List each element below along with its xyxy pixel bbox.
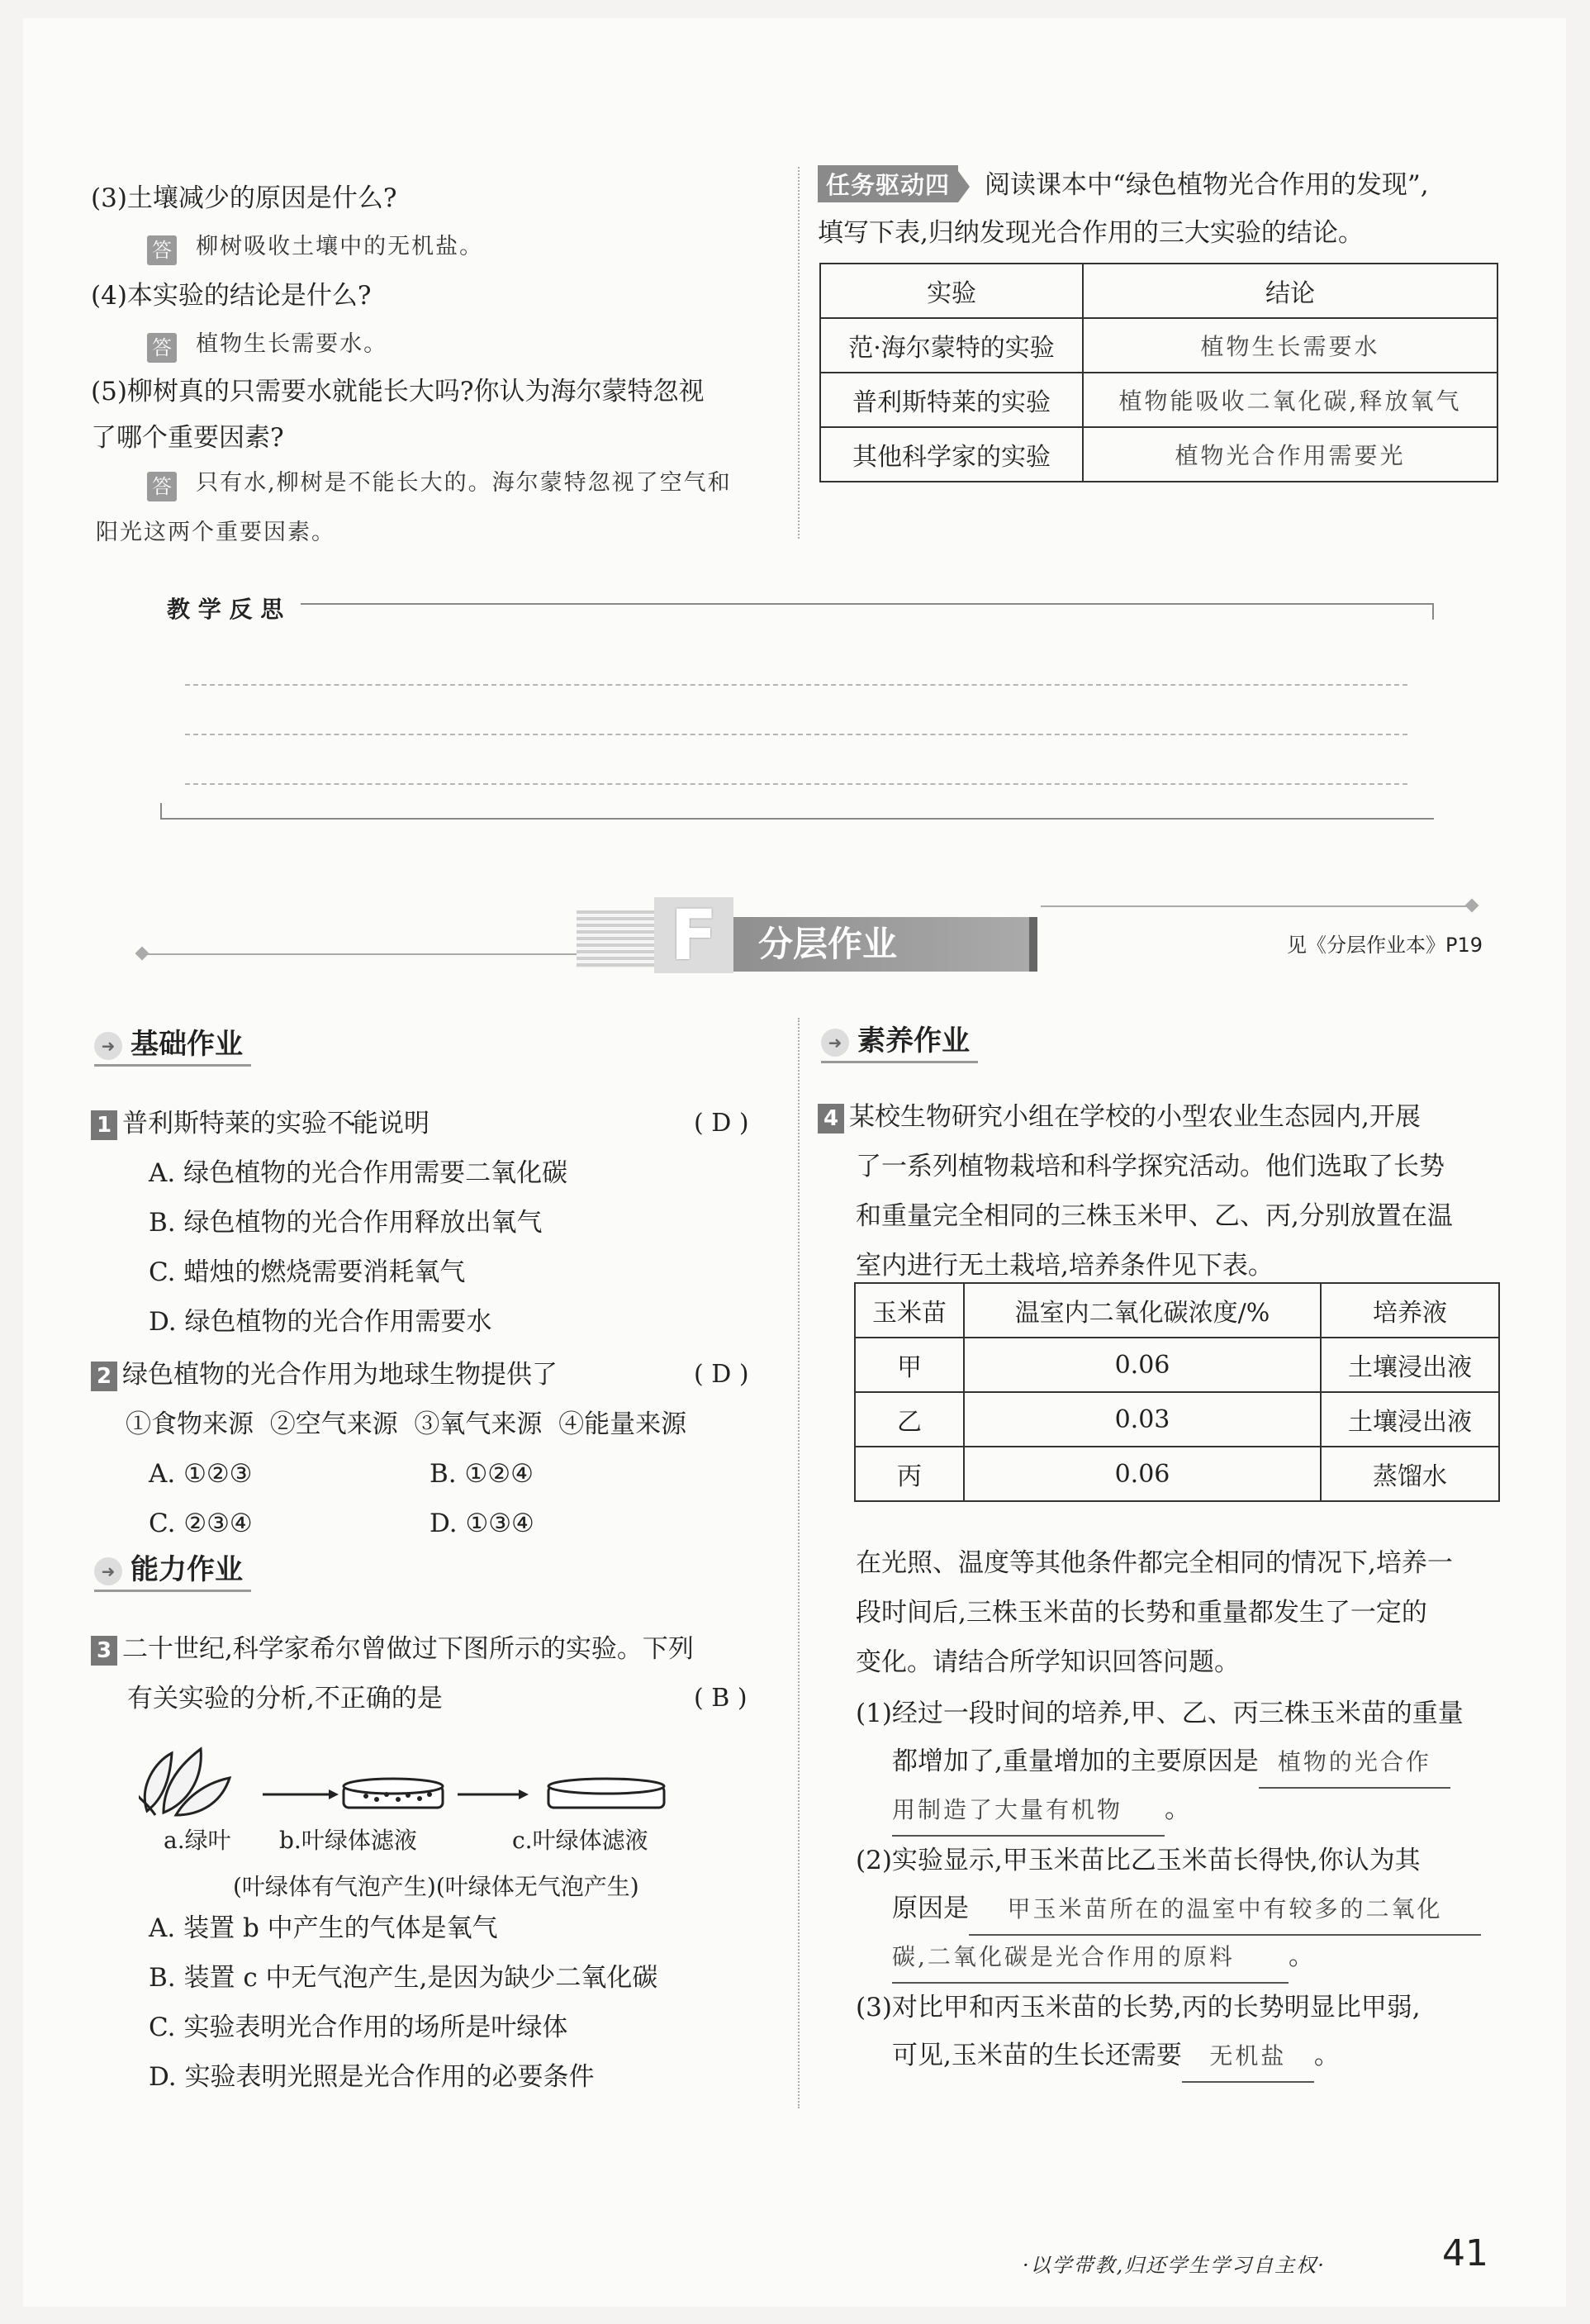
- title-underline: [821, 1061, 978, 1063]
- table-cell: 其他科学家的实验: [820, 427, 1083, 482]
- answer-badge-icon: 答: [147, 333, 177, 363]
- arrow-head-icon: [519, 1789, 529, 1799]
- table-cell-answer: 植物生长需要水: [1083, 318, 1497, 373]
- option: A. 装置 b 中产生的气体是氧气: [149, 1913, 498, 1943]
- answer-4-text: 植物生长需要水。: [196, 331, 388, 357]
- question-number: 3: [91, 1636, 117, 1666]
- section-title-ability: [94, 1547, 243, 1587]
- subquestion-2-line3: [892, 1932, 1314, 1984]
- task4-badge: 任务驱动四: [818, 165, 958, 202]
- question-number: 1: [91, 1110, 117, 1140]
- question-1-answer: ( D ): [694, 1109, 749, 1138]
- answer-blank: 用制造了大量有机物: [892, 1785, 1165, 1837]
- reflection-bottom-border: [160, 803, 1434, 820]
- stem-text: 普利斯特莱的实验: [122, 1109, 327, 1138]
- task4-table: [819, 263, 1498, 482]
- subquestion-2-line1: (2)实验显示,甲玉米苗比乙玉米苗长得快,你认为其: [856, 1846, 1421, 1875]
- option: C. 蜡烛的燃烧需要消耗氧气: [149, 1257, 466, 1287]
- table-cell-answer: 植物光合作用需要光: [1083, 427, 1497, 482]
- column-divider: [798, 1018, 800, 2108]
- stem-text: 可见,玉米苗的生长还需要: [892, 2041, 1182, 2070]
- writing-line: [185, 684, 1407, 686]
- stem-text: 原因是: [892, 1894, 969, 1923]
- figure-caption: (叶绿体有气泡产生)(叶绿体无气泡产生): [233, 1873, 639, 1900]
- answer-badge-icon: 答: [147, 472, 177, 501]
- table-cell: 甲: [855, 1338, 964, 1392]
- option: D. 实验表明光照是光合作用的必要条件: [149, 2062, 595, 2092]
- option: B. ①②④: [430, 1459, 534, 1489]
- reflection-top-border: [301, 603, 1434, 620]
- stem-emphasis: 不正确 •: [315, 1684, 392, 1713]
- reflection-title: 教 学 反 思: [167, 596, 284, 623]
- table-header: 结论: [1083, 264, 1497, 318]
- table-cell: 土壤浸出液: [1321, 1392, 1499, 1447]
- homework-reference: 见《分层作业本》P19: [1287, 934, 1483, 957]
- banner-title: 分层作业: [733, 917, 1037, 972]
- table-cell: 范·海尔蒙特的实验: [820, 318, 1083, 373]
- question-3-answer: ( B ): [694, 1684, 748, 1713]
- subquestion-3-line2: [892, 2031, 1340, 2083]
- answer-3: [147, 228, 483, 265]
- question-3-stem-line2: [127, 1674, 443, 1723]
- option: C. 实验表明光合作用的场所是叶绿体: [149, 2013, 568, 2042]
- corn-table: [854, 1282, 1500, 1502]
- period: 。: [1165, 1794, 1190, 1824]
- task4-text-line1: 阅读课本中“绿色植物光合作用的发现”,: [985, 170, 1429, 200]
- table-header: 实验: [820, 264, 1083, 318]
- question-2-items: ①食物来源 ②空气来源 ③氧气来源 ④能量来源: [126, 1409, 687, 1439]
- option: D. ①③④: [430, 1509, 534, 1538]
- section-title-basic: [94, 1021, 243, 1062]
- stem-text: 某校生物研究小组在学校的小型农业生态园内,开展: [849, 1102, 1421, 1132]
- question-2-answer: ( D ): [694, 1360, 749, 1389]
- stem-text: 说明: [378, 1109, 430, 1138]
- question-5-line1: (5)柳树真的只需要水就能长大吗?你认为海尔蒙特忽视: [91, 377, 705, 406]
- subquestion-1-line3: [892, 1785, 1190, 1837]
- answer-5: [147, 464, 732, 501]
- answer-5-line1: 只有水,柳树是不能长大的。海尔蒙特忽视了空气和: [196, 470, 732, 496]
- period: 。: [1289, 1941, 1314, 1971]
- chevron-right-icon: ➜: [94, 1032, 122, 1060]
- option: A. 绿色植物的光合作用需要二氧化碳: [149, 1158, 568, 1188]
- subquestion-1-line2: [892, 1737, 1450, 1789]
- table-cell: 普利斯特莱的实验: [820, 373, 1083, 427]
- table-header: 培养液: [1321, 1283, 1499, 1338]
- table-cell: 蒸馏水: [1321, 1447, 1499, 1501]
- leaf-icon: [139, 1749, 230, 1815]
- workbook-page: [23, 18, 1566, 2307]
- question-4-text: (4)本实验的结论是什么?: [91, 281, 372, 311]
- stem-emphasis: 不能 •: [327, 1109, 378, 1138]
- option: B. 绿色植物的光合作用释放出氧气: [149, 1208, 543, 1238]
- answer-5-line2: 阳光这两个重要因素。: [96, 520, 335, 545]
- figure-label-b: b.叶绿体滤液: [279, 1827, 417, 1854]
- question-number: 4: [818, 1104, 844, 1133]
- question-1-stem: [91, 1099, 430, 1148]
- table-header: 玉米苗: [855, 1283, 964, 1338]
- page-number: 41: [1442, 2232, 1488, 2274]
- writing-line: [185, 734, 1407, 735]
- banner-rule-left: [142, 953, 588, 955]
- table-cell: 0.03: [964, 1392, 1321, 1447]
- banner-rule-right: [1041, 905, 1470, 907]
- task4-text-line2: 填写下表,归纳发现光合作用的三大实验的结论。: [818, 218, 1364, 248]
- footer-motto: ·以学带教,归还学生学习自主权·: [1023, 2254, 1326, 2277]
- table-cell: 0.06: [964, 1447, 1321, 1501]
- figure-label-c: c.叶绿体滤液: [512, 1827, 648, 1854]
- option: C. ②③④: [149, 1509, 253, 1538]
- table-cell: 0.06: [964, 1338, 1321, 1392]
- answer-blank: 植物的光合作: [1259, 1737, 1450, 1789]
- question-5-line2: 了哪个重要因素?: [91, 423, 284, 453]
- stem-text: 的是: [391, 1684, 443, 1713]
- answer-badge-icon: 答: [147, 235, 177, 265]
- dish-c-icon: [548, 1779, 664, 1808]
- option: D. 绿色植物的光合作用需要水: [149, 1307, 492, 1337]
- question-4-context-line: 段时间后,三株玉米苗的长势和重量都发生了一定的: [856, 1598, 1427, 1628]
- writing-line: [185, 783, 1407, 785]
- answer-blank: 碳,二氧化碳是光合作用的原料: [892, 1932, 1289, 1984]
- section-title-text: 能力作业: [131, 1553, 243, 1586]
- stem-text: 都增加了,重量增加的主要原因是: [892, 1747, 1259, 1776]
- table-cell: 丙: [855, 1447, 964, 1501]
- question-2-stem: [91, 1350, 558, 1400]
- stem-text: 二十世纪,科学家希尔曾做过下图所示的实验。下列: [122, 1634, 694, 1664]
- question-4-stem-line: 室内进行无土栽培,培养条件见下表。: [856, 1251, 1274, 1281]
- option: B. 装置 c 中无气泡产生,是因为缺少二氧化碳: [149, 1963, 658, 1993]
- subquestion-2-line2: [892, 1884, 1481, 1936]
- experiment-figure: [139, 1737, 667, 1827]
- table-header: 温室内二氧化碳浓度/%: [964, 1283, 1321, 1338]
- dish-b-icon: [344, 1779, 443, 1808]
- question-4-stem-line: 和重量完全相同的三株玉米甲、乙、丙,分别放置在温: [856, 1201, 1453, 1231]
- answer-3-text: 柳树吸收土壤中的无机盐。: [196, 234, 484, 259]
- subquestion-1-line1: (1)经过一段时间的培养,甲、乙、丙三株玉米苗的重量: [856, 1699, 1464, 1728]
- chevron-right-icon: ➜: [821, 1029, 849, 1057]
- answer-blank: 甲玉米苗所在的温室中有较多的二氧化: [969, 1884, 1481, 1936]
- table-cell: 乙: [855, 1392, 964, 1447]
- answer-blank: 无机盐: [1182, 2032, 1314, 2083]
- banner-letter-icon: F: [654, 897, 733, 973]
- section-title-text: 素养作业: [857, 1024, 970, 1057]
- stem-text: 绿色植物的光合作用为地球生物提供了: [122, 1360, 558, 1390]
- question-number: 2: [91, 1362, 117, 1391]
- chevron-right-icon: ➜: [94, 1557, 122, 1585]
- task4-header: [818, 164, 1429, 202]
- question-4-stem-line: 了一系列植物栽培和科学探究活动。他们选取了长势: [856, 1152, 1445, 1181]
- period: 。: [1313, 2041, 1340, 2070]
- section-title-literacy: [821, 1018, 970, 1058]
- stem-text: 有关实验的分析,: [127, 1684, 315, 1713]
- question-4-context-line: 变化。请结合所学知识回答问题。: [856, 1647, 1240, 1677]
- option: A. ①②③: [149, 1459, 253, 1489]
- title-underline: [94, 1064, 251, 1067]
- figure-label-a: a.绿叶: [164, 1827, 231, 1854]
- question-4-context-line: 在光照、温度等其他条件都完全相同的情况下,培养一: [856, 1548, 1453, 1578]
- question-3-stem-line1: [91, 1624, 694, 1674]
- diamond-icon: [135, 947, 150, 961]
- section-title-text: 基础作业: [131, 1028, 243, 1061]
- title-underline: [94, 1590, 251, 1592]
- table-cell: 土壤浸出液: [1321, 1338, 1499, 1392]
- arrow-head-icon: [329, 1789, 339, 1799]
- answer-4: [147, 326, 387, 363]
- column-divider: [798, 167, 800, 539]
- question-4-stem-line1: [818, 1092, 1421, 1142]
- subquestion-3-line1: (3)对比甲和丙玉米苗的长势,丙的长势明显比甲弱,: [856, 1993, 1421, 2022]
- diamond-icon: [1465, 899, 1479, 913]
- table-cell-answer: 植物能吸收二氧化碳,释放氧气: [1083, 373, 1497, 427]
- question-3-text: (3)土壤减少的原因是什么?: [91, 183, 397, 213]
- badge-arrow-icon: [958, 171, 970, 202]
